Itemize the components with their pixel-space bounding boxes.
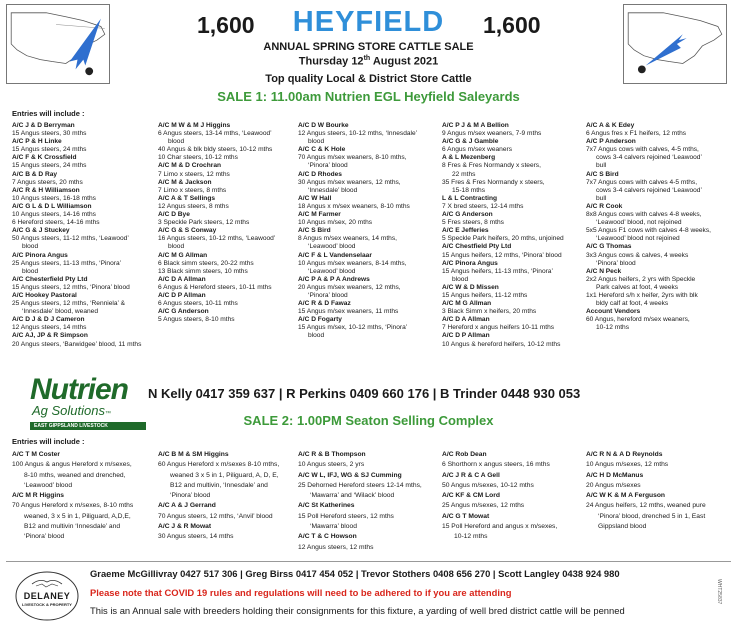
entry-line: B12 and multivin, ‘Innesdale’ and (170, 481, 268, 489)
nutrien-logo-tag: EAST GIPPSLAND LIVESTOCK (30, 422, 146, 430)
vendor-name: A/C R & B Thompson (298, 451, 366, 458)
vendor-name: A & L Mezenberg (442, 154, 496, 162)
vendor-name: A/C M & D Crochran (158, 162, 222, 170)
entry-line: Park calves at foot, 4 weeks (596, 283, 679, 291)
entry-line: 1x1 Hereford s/h x heifer, 2yrs with blk (586, 291, 698, 299)
entry-line: 6 Angus m/sex weaners (442, 146, 513, 154)
vendor-name: A/C T & C Howson (298, 533, 357, 541)
entry-line: 7 Limo x steers, 12 mths (158, 170, 230, 178)
vendor-name: A/C D J & D J Cameron (12, 316, 85, 324)
entry-line: 15 Angus heifers, 12 mths, ‘Pinora’ blood (442, 251, 562, 259)
vendor-name: A/C M W & M J Higgins (158, 122, 231, 129)
vendor-name: A/C P & H Linke (12, 138, 62, 146)
delaney-logo (14, 570, 80, 622)
entry-line: ‘Pinora’ blood, drenched 5 in 1, East (598, 512, 706, 520)
vendor-name: A/C W K & M A Ferguson (586, 492, 666, 500)
entry-line: 7x7 Angus cows with calves, 4-5 mths, (586, 146, 699, 154)
entry-line: 7 Limo x steers, 8 mths (158, 186, 227, 194)
vendor-name: A/C H D McManus (586, 471, 644, 479)
vendor-name: A/C E Jefferies (442, 227, 489, 235)
entry-line: blood (168, 138, 185, 146)
vendor-name: A/C S Bird (298, 227, 331, 235)
entry-line: ‘Pinora’ blood (596, 259, 636, 267)
entry-line: 25 Angus steers, 12 mths, ‘Renniela’ & (12, 300, 126, 308)
entry-line: 20 Angus m/sex weaners, 12 mths, (298, 283, 401, 291)
entry-line: ‘Leawood’ blood (308, 243, 356, 251)
entry-line: blood (308, 332, 325, 340)
vendor-name: A/C Chesterfield Pty Ltd (12, 275, 88, 283)
entry-line: 25 Angus steers, 11-13 mths, ‘Pinora’ (12, 259, 122, 267)
vendor-name: A/C M R Higgins (12, 492, 65, 500)
entry-line: 15 Angus m/sex, 10-12 mths, ‘Pinora’ (298, 324, 408, 332)
sale2-column-5 (586, 450, 728, 532)
entry-line: ‘Innesdale’ blood (308, 186, 358, 194)
sale1-agents: N Kelly 0417 359 637 | R Perkins 0409 660 176 | B Trinder 0448 930 053 (148, 386, 581, 401)
entry-line: ‘Pinora’ blood (308, 291, 348, 299)
vendor-name: A/C J & R Mowat (158, 523, 212, 531)
vendor-name: A/C B M & SM Higgins (158, 451, 229, 458)
vendor-name: A/C D Bye (158, 211, 190, 219)
sale2-column-1 (12, 450, 154, 543)
sale2-column-3 (298, 450, 440, 553)
vendor-name: A/C AJ, JP & R Simpson (12, 332, 88, 340)
vendor-name: A/C W & D Missen (442, 283, 499, 291)
entry-line: 5x5 Angus F1 cows with calves 4-8 weeks, (586, 227, 711, 235)
vendor-name: A/C Pinora Angus (12, 251, 68, 259)
sale1-column-1 (12, 122, 152, 349)
vendor-name: A/C D P Allman (442, 332, 490, 340)
entry-line: ‘Leawood’ blood, not rejoined (596, 219, 682, 227)
entry-line: 60 Angus, hereford m/sex weaners, (586, 316, 690, 324)
entry-line: 10 Angus m/sex weaners, 8-14 mths, (298, 259, 407, 267)
sale2-agents: Graeme McGillivray 0427 517 306 | Greg Birss 0417 454 052 | Trevor Stothers 0408 656 270 | Scott Langley 0438 924 980 (90, 568, 620, 579)
entry-line: 15 Angus steers, 12 mths, ‘Pinora’ blood (12, 283, 130, 291)
vendor-name: A/C St Katherines (298, 502, 355, 510)
vendor-name: A/C P J & M A Bellion (442, 122, 509, 129)
vendor-name: A/C R & D Fawaz (298, 300, 351, 308)
entry-line: 10 Char steers, 10-12 mths (158, 154, 238, 162)
vendor-name: A/C D P Allman (158, 291, 206, 299)
vendor-name: A/C G Thomas (586, 243, 632, 251)
entry-line: 10-12 mths (454, 533, 488, 541)
vendor-name: A/C KF & CM Lord (442, 492, 500, 500)
vendor-name: A/C G & J Gamble (442, 138, 499, 146)
entry-line: 8 Angus m/sex weaners, 14 mths, (298, 235, 397, 243)
entry-line: 3 Black Simm x heifers, 20 mths (442, 308, 537, 316)
entry-line: bull (596, 162, 607, 170)
vendor-name: A/C S Bird (586, 170, 619, 178)
delaney-tagline: LIVESTOCK & PROPERTY (22, 602, 72, 607)
vendor-name: A/C B & D Ray (12, 170, 58, 178)
entry-line: ‘Pinora’ blood (308, 162, 348, 170)
entry-line: 100 Angus & angus Hereford x m/sexes, (12, 461, 132, 469)
vendor-name: A/C D A Allman (158, 275, 206, 283)
vendor-name: A/C F & K Crossfield (12, 154, 77, 162)
entry-line: 24 Angus heifers, 12 mths, weaned pure (586, 502, 706, 510)
entry-line: 6 Hereford steers, 14-16 mths (12, 219, 100, 227)
entry-line: 7 Hereford x angus heifers 10-11 mths (442, 324, 555, 332)
nutrien-logo-sub: Ag Solutions™ (32, 403, 111, 418)
entry-line: 7 Angus steers, 20 mths (12, 178, 83, 186)
entry-line: 60 Angus Hereford x m/sexes 8-10 mths, (158, 461, 280, 469)
entry-line: 8 Fres & Fres Normandy x steers, (442, 162, 541, 170)
entry-line: 40 Angus & blk bldy steers, 10-12 mths (158, 146, 273, 154)
ad-code: WHT25837 (716, 579, 722, 605)
entry-line: blood (452, 275, 469, 283)
entry-line: ‘Mawarra’ and ‘Wilack’ blood (310, 492, 395, 500)
vendor-name: A/C P Anderson (586, 138, 636, 146)
entry-line: 35 Fres & Fres Normandy x steers, (442, 178, 545, 186)
entry-line: 10 Angus m/sex, 20 mths (298, 219, 373, 227)
entry-line: 20 Angus steers, ‘Barwidgee’ blood, 11 mths (12, 340, 142, 348)
entry-line: 22 mths (452, 170, 476, 178)
entry-line: 5 Speckle Park heifers, 20 mths, unjoined (442, 235, 564, 243)
vendor-name: A/C M G Allman (158, 251, 208, 259)
vendor-name: A/C D Rhodes (298, 170, 342, 178)
entry-line: 15 Angus steers, 24 mths (12, 146, 87, 154)
vendor-name: A/C R N & A D Reynolds (586, 451, 663, 458)
entry-line: 30 Angus steers, 14 mths (158, 533, 234, 541)
entry-line: 8-10 mths, weaned and drenched, (24, 471, 126, 479)
entry-line: B12 and multivin ‘Innesdale’ and (24, 523, 121, 531)
entry-line: 12 Angus steers, 12 mths (298, 543, 374, 551)
entry-line: blood (22, 243, 39, 251)
entry-line: Gippsland blood (598, 523, 647, 531)
vendor-name: A/C D Fogarty (298, 316, 342, 324)
annual-notice: This is an Annual sale with breeders holding their consignments for this fixture, a yarding of well bred district cattle will be penned (90, 605, 625, 616)
entry-line: cows 3-4 calvers rejoined ‘Leawood’ (596, 154, 702, 162)
nutrien-logo-name: Nutrien (30, 373, 128, 406)
entry-line: 6 Black simm steers, 20-22 mths (158, 259, 254, 267)
sale1-column-3 (298, 122, 438, 341)
entry-line: cows 3-4 calvers rejoined ‘Leawood’ (596, 186, 702, 194)
entry-line: 8x8 Angus cows with calves 4-8 weeks, (586, 211, 702, 219)
sale1-column-2 (158, 122, 298, 324)
vendor-name: A/C G Anderson (158, 308, 209, 316)
sale1-heading: SALE 1: 11.00am Nutrien EGL Heyfield Saleyards (217, 89, 520, 104)
entry-line: ‘Pinora’ blood (170, 492, 211, 500)
sale-title: HEYFIELD (292, 6, 445, 38)
entry-line: 6 Angus fres x F1 heifers, 12 mths (586, 130, 687, 138)
vendor-name: A/C A & K Edey (586, 122, 635, 129)
vendor-name: A/C N Peck (586, 267, 622, 275)
entry-line: 6 Shorthorn x angus steers, 16 mths (442, 461, 550, 469)
entry-line: 15 Angus m/sex weaners, 11 mths (298, 308, 399, 316)
entry-line: 15 Angus heifers, 11-12 mths (442, 291, 528, 299)
entry-line: 12 Angus steers, 10-12 mths, ‘Innesdale’ (298, 130, 418, 138)
entry-line: 15-18 mths (452, 186, 485, 194)
vendor-name: A/C R Cook (586, 202, 623, 210)
vendor-name: A/C D A Allman (442, 316, 490, 324)
sale2-heading: SALE 2: 1.00PM Seaton Selling Complex (243, 413, 494, 428)
entry-line: weaned, 3 x 5 in 1, Piliguard, A,D,E, (24, 512, 131, 520)
footer-divider (6, 561, 731, 562)
entry-line: 5 Fres steers, 8 mths (442, 219, 504, 227)
sale-date: Thursday 12th August 2021 (298, 55, 439, 68)
entry-line: 13 Black simm steers, 10 mths (158, 267, 248, 275)
entry-line: 70 Angus Hereford x m/sexes, 8-10 mths (12, 502, 134, 510)
covid-notice: Please note that COVID 19 rules and regulations will need to be adhered to if you are attending (90, 587, 512, 598)
entry-line: 10 Angus & hereford heifers, 10-12 mths (442, 340, 561, 348)
vendor-name: A/C M & Jackson (158, 178, 212, 186)
vendor-name: Account Vendors (586, 308, 641, 316)
vendor-name: A/C F & L Vandenselaar (298, 251, 372, 259)
entry-line: ‘Innesdale’ blood, weaned (22, 308, 99, 316)
entry-line: 6 Angus steers, 10-11 mths (158, 300, 238, 308)
sale2-column-2 (158, 450, 300, 543)
entry-line: blood (308, 138, 325, 146)
sale2-entries-label: Entries will include : (12, 437, 85, 446)
vendor-name: A/C J & D Berryman (12, 122, 75, 129)
entry-line: 6 Angus & Hereford steers, 10-11 mths (158, 283, 272, 291)
vendor-name: A/C G & J Stuckey (12, 227, 70, 235)
sale1-entries-label: Entries will include : (12, 109, 85, 118)
entry-line: 50 Angus steers, 11-12 mths, ‘Leawood’ (12, 235, 129, 243)
entry-line: 10 Angus m/sexes, 12 mths (586, 461, 669, 469)
entry-line: 7x7 Angus cows with calves 4-5 mths, (586, 178, 698, 186)
head-count-left: 1,600 (197, 12, 255, 38)
entry-line: blood (168, 243, 185, 251)
entry-line: ‘Leawood’ blood not rejoined (596, 235, 680, 243)
delaney-name: DELANEY (23, 591, 71, 601)
sale1-column-4 (442, 122, 582, 349)
entry-line: 18 Angus x m/sex weaners, 8-10 mths (298, 202, 410, 210)
entry-line: ‘Mawarra’ blood (310, 523, 357, 531)
sale-subtitle: ANNUAL SPRING STORE CATTLE SALE (263, 41, 474, 53)
vendor-name: A/C Pinora Angus (442, 259, 498, 267)
entry-line: 9 Angus m/sex weaners, 7-9 mths (442, 130, 542, 138)
vendor-name: A/C T M Coster (12, 451, 60, 458)
head-count-right: 1,600 (483, 12, 541, 38)
entry-line: 15 Poll Hereford steers, 12 mths (298, 512, 394, 520)
entry-line: blood (22, 267, 39, 275)
entry-line: 25 Angus m/sexes, 12 mths (442, 502, 525, 510)
vendor-name: A/C M Farmer (298, 211, 341, 219)
entry-line: 3 Speckle Park steers, 12 mths (158, 219, 250, 227)
entry-line: 20 Angus m/sexes (586, 481, 641, 489)
entry-line: 10 Angus steers, 2 yrs (298, 461, 365, 469)
vendor-name: A/C Chestfield Pty Ltd (442, 243, 512, 251)
vendor-name: A/C R & H Williamson (12, 186, 80, 194)
entry-line: weaned 3 x 5 in 1, Piliguard, A, D, E, (170, 471, 279, 479)
entry-line: 12 Angus steers, 8 mths (158, 202, 229, 210)
vendor-name: A/C C & K Hole (298, 146, 346, 154)
entry-line: 3x3 Angus cows & calves, 4 weeks (586, 251, 689, 259)
entry-line: 25 Dehorned Hereford steers 12-14 mths, (298, 481, 422, 489)
vendor-name: A/C M G Allman (442, 300, 492, 308)
vendor-name: A/C Rob Dean (442, 451, 487, 458)
vendor-name: A/C G T Mowat (442, 512, 490, 520)
entry-line: 15 Poll Hereford and angus x m/sexes, (442, 523, 558, 531)
entry-line: 6 Angus steers, 13-14 mths, ‘Leawood’ (158, 130, 272, 138)
sale1-column-5 (586, 122, 726, 332)
vendor-name: A/C G L & D L Williamson (12, 202, 92, 210)
entry-line: 15 Angus steers, 30 mths (12, 130, 87, 138)
entry-line: ‘Pinora’ blood (24, 533, 65, 541)
entry-line: 5 Angus steers, 8-10 mths (158, 316, 235, 324)
sale2-column-4 (442, 450, 584, 543)
entry-line: 12 Angus steers, 14 mths (12, 324, 87, 332)
entry-line: 10 Angus steers, 14-16 mths (12, 211, 96, 219)
vendor-name: A/C A & J Gerrand (158, 502, 216, 510)
sale-tagline: Top quality Local & District Store Cattle (265, 73, 472, 85)
entry-line: bldy calf at foot, 4 weeks (596, 300, 669, 308)
entry-line: 16 Angus steers, 10-12 mths, ‘Leawood’ (158, 235, 276, 243)
entry-line: 7 X bred steers, 12-14 mths (442, 202, 524, 210)
entry-line: 70 Angus m/sex weaners, 8-10 mths, (298, 154, 407, 162)
vendor-name: A/C G Anderson (442, 211, 493, 219)
entry-line: 15 Angus steers, 24 mths (12, 162, 87, 170)
vendor-name: A/C D W Bourke (298, 122, 349, 129)
entry-line: ‘Leawood’ blood (24, 481, 73, 489)
entry-line: 15 Angus heifers, 11-13 mths, ‘Pinora’ (442, 267, 553, 275)
vendor-name: A/C J R & C A Gell (442, 471, 500, 479)
entry-line: 30 Angus m/sex weaners, 12 mths, (298, 178, 401, 186)
vendor-name: L & L Contracting (442, 194, 498, 202)
entry-line: ‘Leawood’ blood (308, 267, 356, 275)
entry-line: 2x2 Angus heifers, 2 yrs with Speckle (586, 275, 696, 283)
entry-line: 50 Angus m/sexes, 10-12 mths (442, 481, 534, 489)
vendor-name: A/C W Hall (298, 194, 332, 202)
entry-line: bull (596, 194, 607, 202)
vendor-name: A/C A & T Sellings (158, 194, 216, 202)
vendor-name: A/C W L, IFJ, WG & SJ Cumming (298, 471, 402, 479)
vendor-name: A/C G & S Conway (158, 227, 217, 235)
entry-line: 70 Angus steers, 12 mths, ‘Anvil’ blood (158, 512, 273, 520)
vendor-name: A/C P A & P A Andrews (298, 275, 370, 283)
entry-line: 10-12 mths (596, 324, 629, 332)
entry-line: 10 Angus steers, 16-18 mths (12, 194, 96, 202)
vendor-name: A/C Hookey Pastoral (12, 291, 77, 299)
